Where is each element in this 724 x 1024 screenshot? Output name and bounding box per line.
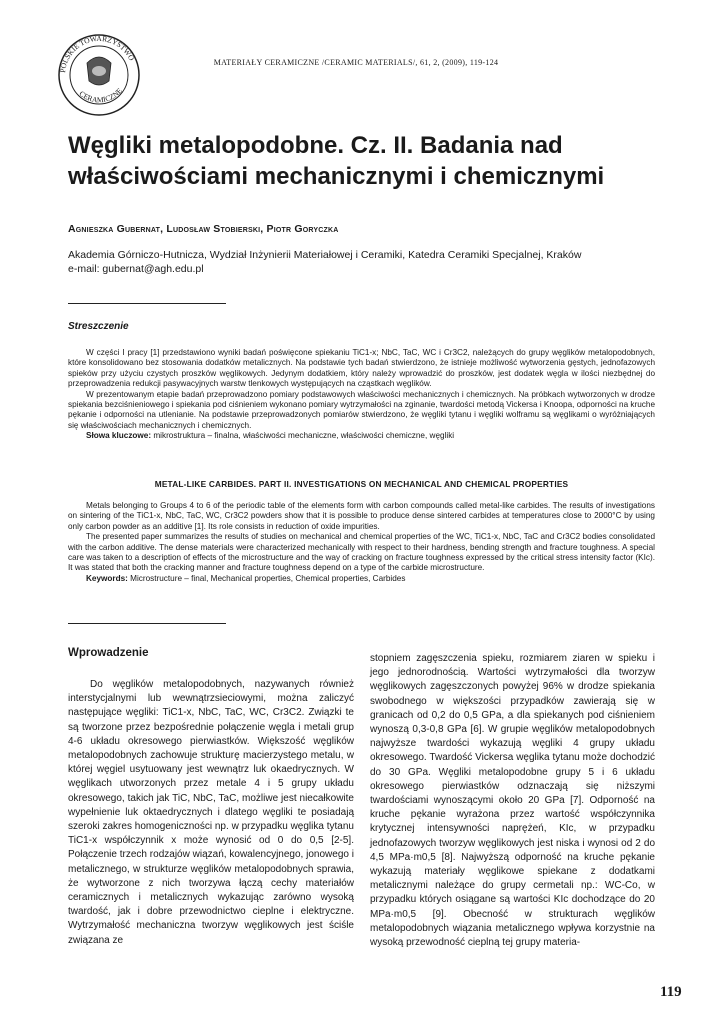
abstract-en-paragraph-1: Metals belonging to Groups 4 to 6 of the periodic table of the elements form with carbon compounds called metal-like carbides. The results of investigations on sintering of the TiC1-x, NbC, TaC, WC, Cr3C2 powders show that it is possible to produce dense sintered carbides at temperatures close to 2000°C by using only carbon powder as an additive [1]. Its role consists in reduction of oxide impurities. [68, 501, 655, 531]
body-left-text: Do węglików metalopodobnych, nazywanych również interstycjalnymi lub wewnątrzsieciowymi, można zaliczyć następujące węgliki: TiC1-x, NbC, TaC, WC, Cr3C2. Związki te są tworzone przez bezpośrednie połączenie węgla i metali grup 4-6 układu okresowego pierwiastków. Większość węglików metalopodobnych zachowuje strukturę macierzystego metalu, w której węgiel usytuowany jest wewnątrz luk okaedrycznych. W węglikach utworzonych przez metale 4 i 5 grupy układu okresowego, takich jak TiC, NbC, TaC, możliwe jest niecałkowite wypełnienie luk oktaedrycznych i dlatego węgliki te posiadają szeroki zakres homogeniczności np. w przypadku węglika tytanu TiC1-x współczynnik x może wynosić od 0 do 0,5 [2-5]. Połączenie trzech rodzajów wiązań, kowalencyjnego, jonowego i metalicznego, w strukturze węglików metalopodobnych sprawia, że wytworzone z nich tworzywa łączą cechy materiałów ceramicznych i metalicznych wykazując zarówno wysoką twardość, jak i dobre przewodnictwo cieplne i elektryczne. Wytrzymałość mechaniczna tworzyw węglikowych jest ściśle związana ze [68, 679, 354, 946]
logo-text-bottom: CERAMICZNE [77, 86, 125, 105]
keywords-pl-text: mikrostruktura – finalna, właściwości mechaniczne, właściwości chemiczne, węgliki [151, 431, 455, 441]
affiliation: Akademia Górniczo-Hutnicza, Wydział Inżynierii Materiałowej i Ceramiki, Katedra Ceramiki Specjalnej, Kraków [68, 249, 582, 261]
society-logo [57, 33, 141, 117]
affiliation-block [68, 248, 668, 276]
svg-text:CERAMICZNE [78, 86, 125, 104]
keywords-en [68, 574, 655, 584]
journal-citation: MATERIAŁY CERAMICZNE /CERAMIC MATERIALS/, 61, 2, (2009), 119-124 [213, 58, 499, 67]
abstract-heading-pl: Streszczenie [68, 321, 129, 332]
email: e-mail: gubernat@agh.edu.pl [68, 263, 204, 275]
abstract-pl [68, 348, 655, 442]
abstract-heading-en: METAL-LIKE CARBIDES. PART II. INVESTIGATIONS ON MECHANICAL AND CHEMICAL PROPERTIES [154, 479, 569, 489]
body-column-right [370, 652, 655, 950]
section-heading: Wprowadzenie [68, 647, 149, 659]
abstract-pl-paragraph-1: W części I pracy [1] przedstawiono wyniki badań poświęcone spiekaniu TiC1-x; NbC, TaC, WC i Cr3C2, należących do grupy węglików metalopodobnych, które konsolidowano bez stosowania dodatków metalicznych. Na podstawie tych badań stwierdzono, że istnieje możliwość wytworzenia gęstych, jednofazowych spieków przy użyciu czystych proszków węglikowych. Jedynym dodatkiem, który należy wprowadzić do proszków, jest dodatek węgla w ilości niezbędnej do przeprowadzenia redukcji pasywacyjnych warstw tlenkowych występujących na cząstkach węglików. [68, 348, 655, 389]
keywords-pl [68, 431, 655, 441]
logo-text-top: POLSKIE TOWARZYSTWO [58, 33, 137, 74]
body-column-left [68, 678, 354, 948]
abstract-en-paragraph-2: The presented paper summarizes the results of studies on mechanical and chemical properties of the WC, TiC1-x, NbC, TaC and Cr3C2 bodies consolidated with the carbon additive. The dense materials were characterized mechanically with respect to their hardness, bending strength and fracture toughness. A special care was taken to a description of effects of the microstructure and the way of cracking on fracture toughness expressed by the critical stress intensity factor (KIc). It was stated that both the cracking manner and fracture toughness depend on a type of the carbide microstructure. [68, 532, 655, 573]
body-right-text: stopniem zagęszczenia spieku, rozmiarem ziaren w spieku i jego jednorodnością. Wartości wytrzymałości dla tworzyw węglikowych zagęszczonych powyżej 96% w drodze spiekania swobodnego w większości przypadków zawierają się w granicach od 0,2 do 0,5 GPa, a dla spiekanych pod ciśnieniem wynoszą 0,3-0,8 GPa [6]. W grupie węglików metalopodobnych najwyższe twardości wykazują węgliki 4 grupy układu okresowego. Twardość Vickersa węglika tytanu może dochodzić do 30 GPa. Węgliki metalopodobne grupy 5 i 6 układu okresowego pierwiastków odznaczają się niższymi twardościami wynoszącymi około 20 GPa [7]. Odporność na kruche pękanie wyrażona przez wartość współczynnika krytycznej intensywności naprężeń, KIc, w przypadku jednofazowych tworzyw węglikowych jest niska i wynosi od 2 do 4,5 MPa·m0,5 [8]. Najwyższą odporność na kruche pękanie wykazują materiały węglikowe spiekane z dodatkami metalicznymi należące do grupy cermetali np.: WC-Co, w przypadku których osiągane są wartości KIc dochodzące do 20 MPa·m0,5 [9]. Obecność w strukturach węglików metalopodobnych wiązania metalicznego wpływa korzystnie na wysoką przewodność cieplną tej grupy materia- [370, 653, 655, 949]
divider-top [68, 303, 226, 304]
keywords-pl-label: Słowa kluczowe: [86, 431, 152, 441]
article-title [68, 130, 668, 192]
title-line-1: Węgliki metalopodobne. Cz. II. Badania nad [68, 132, 563, 159]
abstract-pl-paragraph-2: W prezentowanym etapie badań przeprowadzono pomiary podstawowych właściwości mechanicznych i chemicznych. Na próbkach wytworzonych w drodze spiekania bezciśnieniowego i spiekania pod ciśnieniem wykonano pomiary wytrzymałości na zginanie, twardości metodą Vickersa i Knoopa, odporności na kruche pękanie i odporności na utlenianie. Na podstawie przeprowadzonych pomiarów stwierdzono, że węgliki tytanu i węgliki wolframu są węglikami o wyróżniających się właściwościach mechanicznych i chemicznych. [68, 389, 655, 430]
divider-body [68, 623, 226, 624]
title-line-2: właściwościami mechanicznymi i chemicznymi [68, 163, 605, 190]
keywords-en-label: Keywords: [86, 573, 128, 583]
authors: Agnieszka Gubernat, Ludosław Stobierski, Piotr Goryczka [68, 223, 339, 235]
abstract-en [68, 501, 655, 584]
keywords-en-text: Microstructure – final, Mechanical properties, Chemical properties, Carbides [127, 573, 406, 583]
page-number: 119 [660, 984, 682, 1000]
